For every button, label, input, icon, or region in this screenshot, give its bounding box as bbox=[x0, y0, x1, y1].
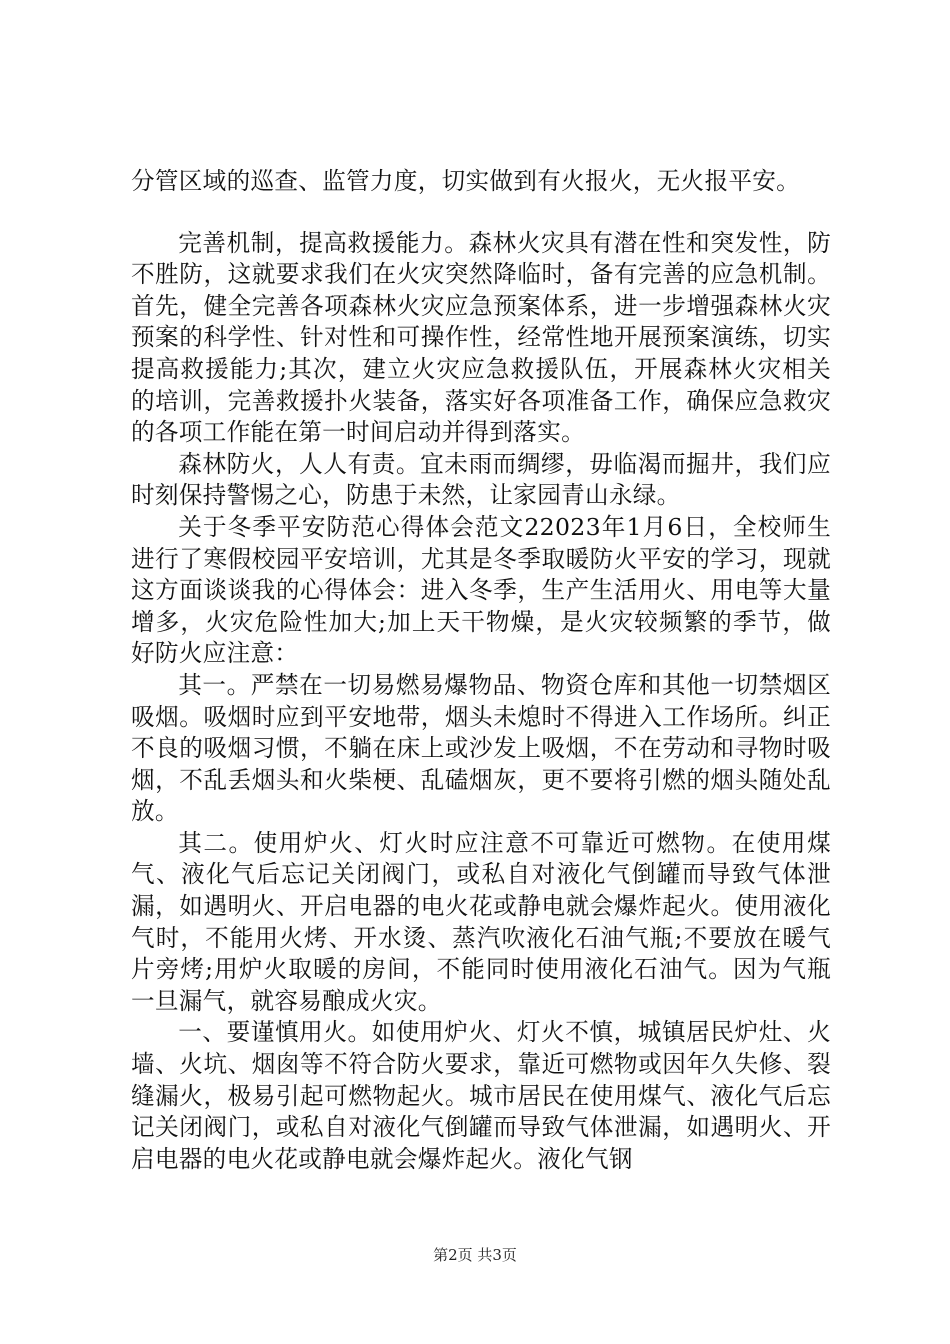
paragraph-point-one-smoking: 其一。严禁在一切易燃易爆物品、物资仓库和其他一切禁烟区吸烟。吸烟时应到平安地带，烟头未熄时不得进入工作场所。纠正不良的吸烟习惯，不躺在床上或沙发上吸烟，不在劳动和寻物时吸烟，不乱丢烟头和火柴梗、乱磕烟灰，更不要将引燃的烟头随处乱放。 bbox=[131, 670, 831, 826]
page-footer: 第2页 共3页 bbox=[433, 1246, 517, 1264]
paragraph-improve-mechanism: 完善机制，提高救援能力。森林火灾具有潜在性和突发性，防不胜防，这就要求我们在火灾突然降临时，备有完善的应急机制。首先，健全完善各项森林火灾应急预案体系，进一步增强森林火灾预案的科学性、针对性和可操作性，经常性地开展预案演练，切实提高救援能力;其次，建立火灾应急救援队伍，开展森林火灾相关的培训，完善救援扑火装备，落实好各项准备工作，确保应急救灾的各项工作能在第一时间启动并得到落实。 bbox=[131, 228, 831, 447]
paragraph-continuation: 分管区域的巡查、监管力度，切实做到有火报火，无火报平安。 bbox=[131, 167, 801, 195]
document-body bbox=[131, 166, 831, 1175]
paragraph-winter-safety-intro: 关于冬季平安防范心得体会范文22023年1月6日，全校师生进行了寒假校园平安培训，尤其是冬季取暖防火平安的学习，现就这方面谈谈我的心得体会：进入冬季，生产生活用火、用电等大量增多，火灾危险性加大;加上天干物燥，是火灾较频繁的季节，做好防火应注意： bbox=[131, 512, 831, 668]
paragraph-careful-fire-use: 一、要谨慎用火。如使用炉火、灯火不慎，城镇居民炉灶、火墙、火坑、烟囱等不符合防火要求，靠近可燃物或因年久失修、裂缝漏火，极易引起可燃物起火。城市居民在使用煤气、液化气后忘记关闭阀门，或私自对液化气倒罐而导致气体泄漏，如遇明火、开启电器的电火花或静电就会爆炸起火。液化气钢 bbox=[131, 1018, 831, 1173]
paragraph-forest-fire-prevention: 森林防火，人人有责。宜未雨而绸缪，毋临渴而掘井，我们应时刻保持警惕之心，防患于未然，让家园青山永绿。 bbox=[131, 449, 831, 510]
paragraph-point-two-stoves: 其二。使用炉火、灯火时应注意不可靠近可燃物。在使用煤气、液化气后忘记关闭阀门，或私自对液化气倒罐而导致气体泄漏，如遇明火、开启电器的电火花或静电就会爆炸起火。使用液化气时，不能用火烤、开水烫、蒸汽吹液化石油气瓶;不要放在暖气片旁烤;用炉火取暖的房间，不能同时使用液化石油气。因为气瓶一旦漏气，就容易酿成火灾。 bbox=[131, 828, 831, 1015]
